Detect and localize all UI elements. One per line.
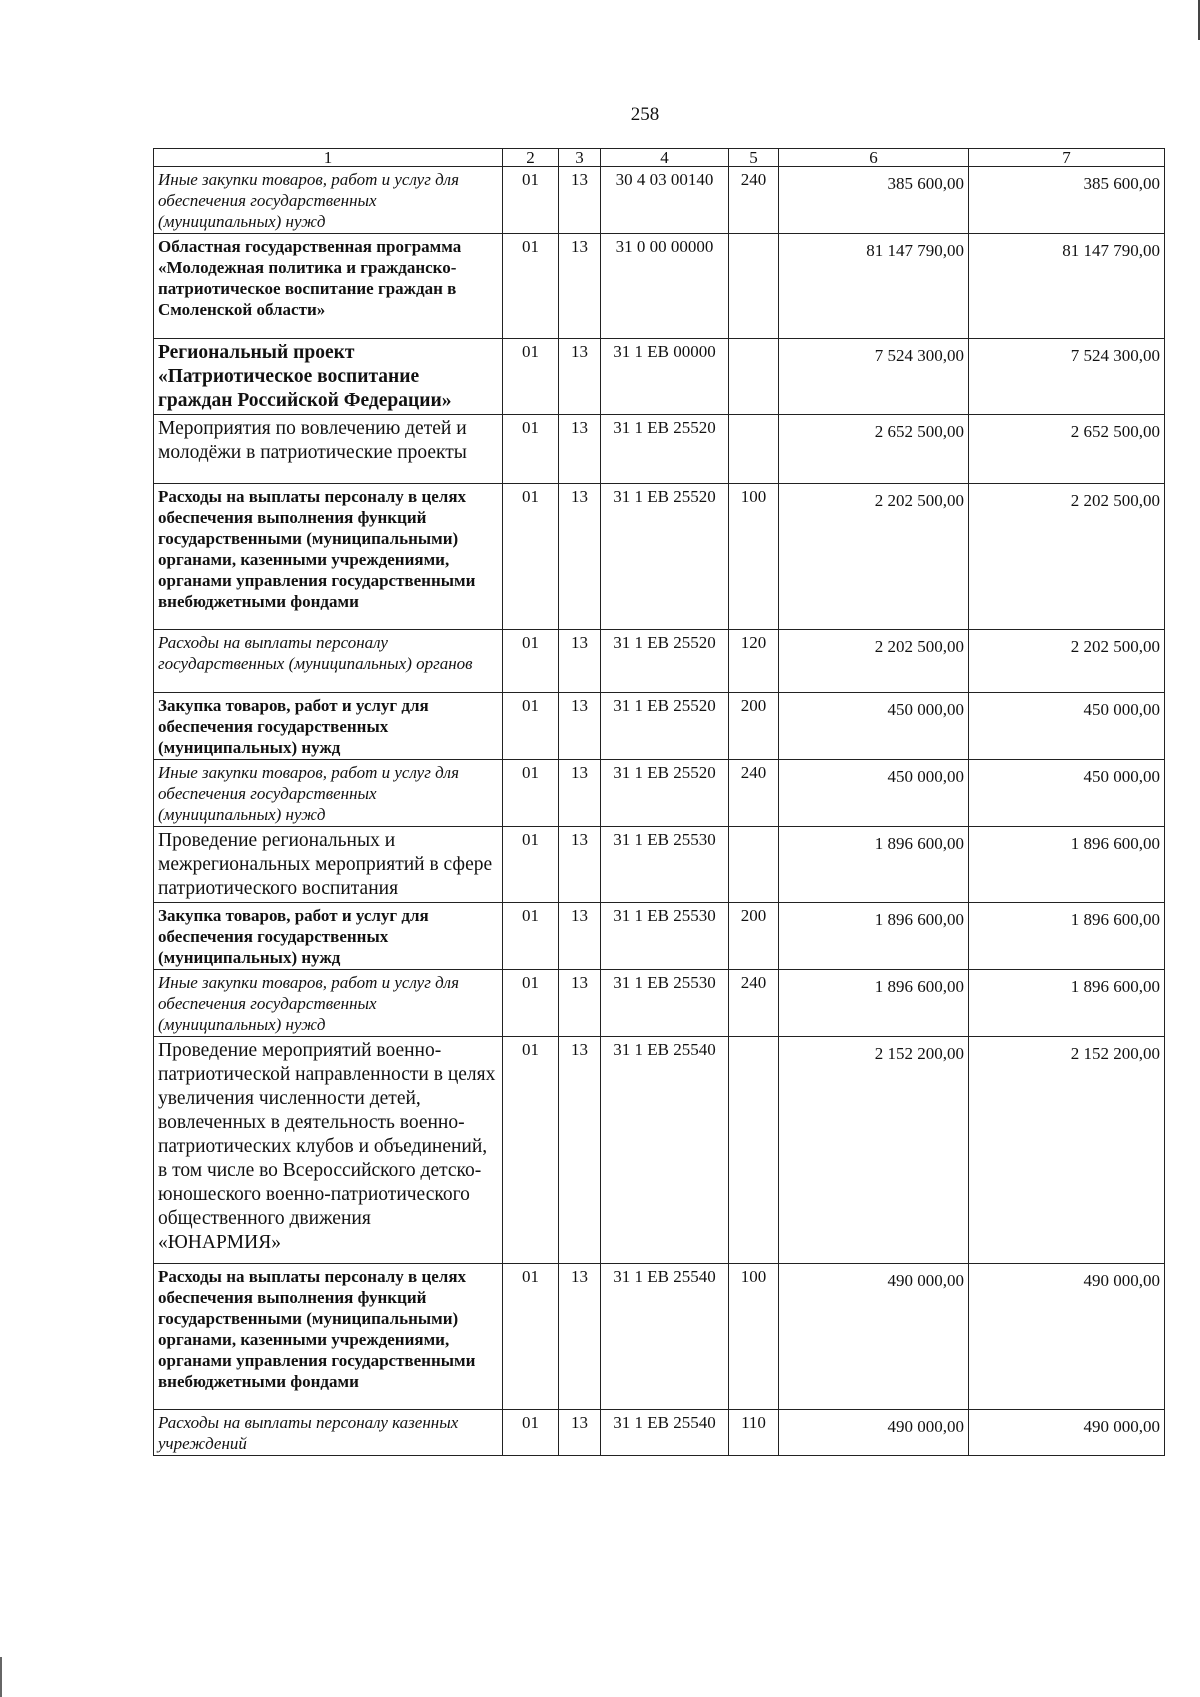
expense-type-code: 120 [729,630,779,693]
amount-year-2: 2 652 500,00 [969,415,1165,484]
expense-type-code: 240 [729,970,779,1037]
item-description: Расходы на выплаты персоналу казенных учреждений [154,1410,503,1456]
item-description: Закупка товаров, работ и услуг для обеспечения государственных (муниципальных) нужд [154,903,503,970]
item-description: Расходы на выплаты персоналу государственных (муниципальных) органов [154,630,503,693]
target-article-code: 31 1 ЕВ 25530 [601,903,729,970]
section-code: 01 [503,339,559,415]
item-description: Областная государственная программа «Молодежная политика и гражданско-патриотическое воспитание граждан в Смоленской области» [154,234,503,339]
subsection-code: 13 [559,827,601,903]
section-code: 01 [503,167,559,234]
table-row [154,1264,1165,1410]
item-description: Иные закупки товаров, работ и услуг для обеспечения государственных (муниципальных) нужд [154,760,503,827]
target-article-code: 31 1 ЕВ 25540 [601,1264,729,1410]
amount-year-1: 450 000,00 [779,760,969,827]
amount-year-2: 1 896 600,00 [969,970,1165,1037]
subsection-code: 13 [559,415,601,484]
amount-year-1: 450 000,00 [779,693,969,760]
expense-type-code [729,339,779,415]
amount-year-1: 2 652 500,00 [779,415,969,484]
section-code: 01 [503,827,559,903]
subsection-code: 13 [559,484,601,630]
column-header: 4 [601,149,729,167]
amount-year-1: 2 202 500,00 [779,484,969,630]
amount-year-2: 490 000,00 [969,1410,1165,1456]
expense-type-code [729,234,779,339]
expense-type-code: 240 [729,167,779,234]
target-article-code: 31 1 ЕВ 25520 [601,760,729,827]
target-article-code: 31 1 ЕВ 00000 [601,339,729,415]
item-description: Проведение региональных и межрегиональных мероприятий в сфере патриотического воспитания [154,827,503,903]
item-description: Иные закупки товаров, работ и услуг для обеспечения государственных (муниципальных) нужд [154,970,503,1037]
amount-year-2: 81 147 790,00 [969,234,1165,339]
item-description: Иные закупки товаров, работ и услуг для обеспечения государственных (муниципальных) нужд [154,167,503,234]
item-description: Мероприятия по вовлечению детей и молодёжи в патриотические проекты [154,415,503,484]
target-article-code: 30 4 03 00140 [601,167,729,234]
subsection-code: 13 [559,1037,601,1264]
table-row [154,630,1165,693]
column-header: 5 [729,149,779,167]
target-article-code: 31 1 ЕВ 25540 [601,1037,729,1264]
item-description: Расходы на выплаты персоналу в целях обеспечения выполнения функций государственными (муниципальными) органами, казенными учреждениями, органами управления государственными внебюджетными фондами [154,1264,503,1410]
section-code: 01 [503,630,559,693]
item-description: Региональный проект «Патриотическое воспитание граждан Российской Федерации» [154,339,503,415]
amount-year-1: 1 896 600,00 [779,903,969,970]
amount-year-2: 450 000,00 [969,760,1165,827]
target-article-code: 31 1 ЕВ 25530 [601,970,729,1037]
amount-year-2: 385 600,00 [969,167,1165,234]
expense-type-code: 200 [729,693,779,760]
subsection-code: 13 [559,760,601,827]
amount-year-2: 7 524 300,00 [969,339,1165,415]
table-row [154,167,1165,234]
item-description: Проведение мероприятий военно-патриотической направленности в целях увеличения численности детей, вовлеченных в деятельность военно-патриотических клубов и объединений, в том числе во Всероссийского детско-юношеского военно-патриотического общественного движения «ЮНАРМИЯ» [154,1037,503,1264]
section-code: 01 [503,415,559,484]
target-article-code: 31 0 00 00000 [601,234,729,339]
amount-year-2: 490 000,00 [969,1264,1165,1410]
target-article-code: 31 1 ЕВ 25520 [601,415,729,484]
amount-year-2: 1 896 600,00 [969,903,1165,970]
expense-type-code [729,415,779,484]
amount-year-1: 1 896 600,00 [779,827,969,903]
amount-year-1: 385 600,00 [779,167,969,234]
amount-year-2: 2 202 500,00 [969,630,1165,693]
amount-year-1: 490 000,00 [779,1264,969,1410]
budget-table [153,148,1165,1456]
section-code: 01 [503,234,559,339]
expense-type-code: 240 [729,760,779,827]
expense-type-code: 100 [729,484,779,630]
amount-year-2: 2 152 200,00 [969,1037,1165,1264]
table-row [154,339,1165,415]
section-code: 01 [503,484,559,630]
table-row [154,970,1165,1037]
item-description: Расходы на выплаты персоналу в целях обеспечения выполнения функций государственными (муниципальными) органами, казенными учреждениями, органами управления государственными внебюджетными фондами [154,484,503,630]
table-row [154,760,1165,827]
amount-year-1: 2 152 200,00 [779,1037,969,1264]
column-header: 3 [559,149,601,167]
amount-year-1: 2 202 500,00 [779,630,969,693]
expense-type-code: 200 [729,903,779,970]
subsection-code: 13 [559,1410,601,1456]
target-article-code: 31 1 ЕВ 25520 [601,484,729,630]
table-row [154,827,1165,903]
subsection-code: 13 [559,630,601,693]
target-article-code: 31 1 ЕВ 25520 [601,693,729,760]
column-header: 6 [779,149,969,167]
amount-year-1: 7 524 300,00 [779,339,969,415]
subsection-code: 13 [559,970,601,1037]
expense-type-code: 110 [729,1410,779,1456]
column-header: 7 [969,149,1165,167]
expense-type-code: 100 [729,1264,779,1410]
item-description: Закупка товаров, работ и услуг для обеспечения государственных (муниципальных) нужд [154,693,503,760]
table-row [154,415,1165,484]
subsection-code: 13 [559,693,601,760]
table-body [154,149,1165,1456]
column-header: 2 [503,149,559,167]
amount-year-1: 1 896 600,00 [779,970,969,1037]
page-number: 258 [630,104,660,125]
table-row [154,903,1165,970]
section-code: 01 [503,1410,559,1456]
section-code: 01 [503,970,559,1037]
table-row [154,234,1165,339]
subsection-code: 13 [559,167,601,234]
section-code: 01 [503,693,559,760]
table-row [154,693,1165,760]
amount-year-1: 81 147 790,00 [779,234,969,339]
amount-year-2: 450 000,00 [969,693,1165,760]
section-code: 01 [503,903,559,970]
section-code: 01 [503,760,559,827]
section-code: 01 [503,1037,559,1264]
subsection-code: 13 [559,903,601,970]
table-row [154,1410,1165,1456]
amount-year-2: 2 202 500,00 [969,484,1165,630]
table-row [154,1037,1165,1264]
expense-type-code [729,1037,779,1264]
column-header: 1 [154,149,503,167]
subsection-code: 13 [559,339,601,415]
target-article-code: 31 1 ЕВ 25520 [601,630,729,693]
section-code: 01 [503,1264,559,1410]
target-article-code: 31 1 ЕВ 25540 [601,1410,729,1456]
scan-edge-mark [0,1657,2,1697]
table-row [154,484,1165,630]
table-header-row [154,149,1165,167]
expense-type-code [729,827,779,903]
subsection-code: 13 [559,234,601,339]
target-article-code: 31 1 ЕВ 25530 [601,827,729,903]
amount-year-1: 490 000,00 [779,1410,969,1456]
subsection-code: 13 [559,1264,601,1410]
amount-year-2: 1 896 600,00 [969,827,1165,903]
